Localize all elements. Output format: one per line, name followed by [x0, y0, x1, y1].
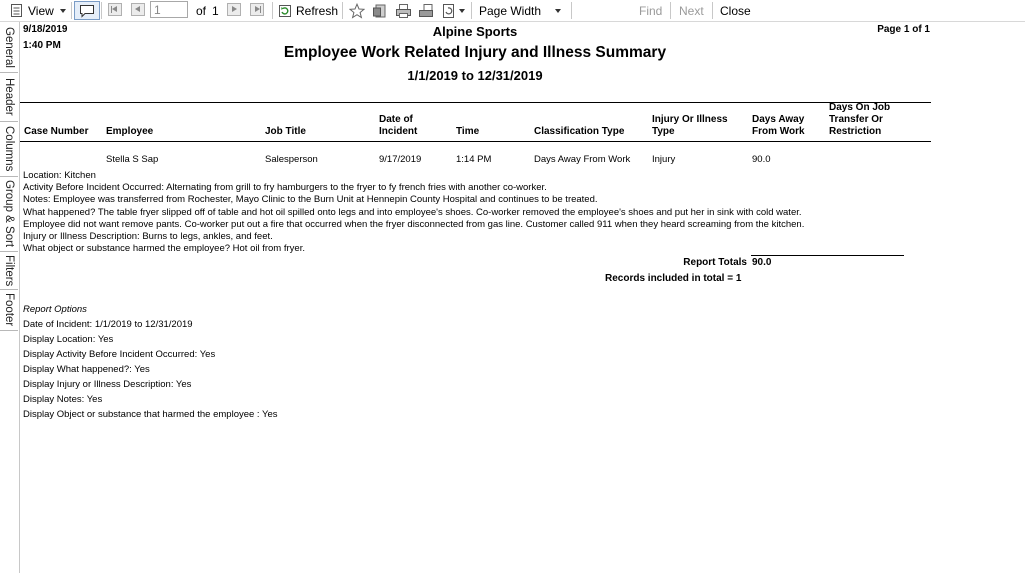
total-pages: 1	[212, 3, 219, 18]
page-indicator: Page 1 of 1	[877, 24, 930, 35]
tab-footer[interactable]: Footer	[0, 290, 18, 331]
zoom-value: Page Width	[479, 3, 542, 18]
detail-what-happened-cont: Employee did not want remove pants. Co-worker put out a fire that occurred when the fryer disconnected from gas line. Customer called 911 when they heard screaming from the kitchen.	[23, 218, 805, 230]
totals-rule	[751, 255, 904, 256]
chevron-down-icon	[60, 9, 66, 13]
report-title: Employee Work Related Injury and Illness Summary	[283, 44, 667, 61]
incident-details	[23, 170, 804, 255]
printer-icon	[395, 3, 412, 19]
first-page-button[interactable]	[108, 3, 122, 16]
find-next-button[interactable]: Next	[679, 3, 704, 18]
close-find-button[interactable]: Close	[720, 3, 751, 18]
print-date: 9/18/2019	[23, 24, 68, 35]
col-header-classification-type: Classification Type	[534, 126, 625, 137]
header-top-rule	[20, 102, 931, 103]
page-setup-menu-button[interactable]	[442, 0, 465, 21]
col-header-employee: Employee	[106, 126, 154, 137]
report-totals-label: Report Totals	[683, 257, 747, 268]
view-menu-button[interactable]	[10, 0, 66, 21]
option-display-what-happened: Display What happened?: Yes	[23, 364, 150, 375]
col-header-date-of-incident: Date of Incident	[379, 114, 418, 137]
cell-days-away: 90.0	[752, 154, 771, 165]
settings-side-tabs	[0, 22, 20, 573]
print-setup-icon	[418, 3, 435, 19]
detail-what-happened: What happened? The table fryer slipped off of table and hot oil spilled onto legs and into employee's shoes. Co-worker removed the employee's shoes and put her in sink with cold water.	[23, 206, 802, 218]
cell-employee: Stella S Sap	[106, 154, 159, 165]
chevron-down-icon	[555, 9, 561, 13]
view-document-icon	[10, 3, 24, 18]
tab-general[interactable]: General	[0, 22, 18, 73]
page-setup-icon	[442, 3, 457, 19]
refresh-label: Refresh	[296, 3, 339, 18]
previous-page-button[interactable]	[131, 3, 145, 16]
option-date-of-incident: Date of Incident: 1/1/2019 to 12/31/2019	[23, 319, 193, 330]
tab-filters[interactable]: Filters	[0, 252, 18, 290]
cell-job-title: Salesperson	[265, 154, 318, 165]
company-name: Alpine Sports	[432, 24, 518, 39]
chevron-down-icon	[459, 9, 465, 13]
comment-toggle-button[interactable]	[74, 1, 100, 20]
refresh-button[interactable]	[278, 0, 338, 21]
header-bottom-rule	[20, 141, 931, 142]
next-page-button[interactable]	[227, 3, 241, 16]
detail-location: Location: Kitchen	[23, 170, 96, 181]
col-header-injury-type: Injury Or Illness Type	[652, 114, 728, 137]
print-preview-button[interactable]	[418, 0, 435, 21]
option-display-injury-description: Display Injury or Illness Description: Yes	[23, 379, 192, 390]
report-date-range: 1/1/2019 to 12/31/2019	[407, 68, 543, 83]
page-of-label: of	[196, 3, 207, 18]
detail-injury-description: Injury or Illness Description: Burns to legs, ankles, and feet.	[23, 231, 273, 243]
report-toolbar	[0, 0, 1025, 22]
report-page	[20, 22, 1025, 573]
detail-notes: Notes: Employee was transferred from Rochester, Mayo Clinic to the Burn Unit at Hennepin County Hospital and continues to be treated.	[23, 194, 598, 206]
records-count: Records included in total = 1	[605, 273, 742, 284]
tab-group-sort[interactable]: Group & Sort	[0, 177, 18, 252]
option-display-object: Display Object or substance that harmed the employee : Yes	[23, 409, 278, 420]
last-page-button[interactable]	[250, 3, 264, 16]
tab-header[interactable]: Header	[0, 73, 18, 122]
find-button[interactable]: Find	[639, 3, 663, 18]
speech-bubble-icon	[79, 4, 95, 18]
cell-injury-type: Injury	[652, 154, 676, 165]
col-header-job-title: Job Title	[265, 126, 306, 137]
view-label: View	[28, 3, 54, 18]
option-display-location: Display Location: Yes	[23, 334, 114, 345]
cell-date: 9/17/2019	[379, 154, 422, 165]
tab-columns[interactable]: Columns	[0, 122, 18, 177]
cell-classification: Days Away From Work	[534, 154, 631, 165]
detail-activity: Activity Before Incident Occurred: Alternating from grill to fry hamburgers to the fryer to fy french fries with another co-worker.	[23, 182, 547, 194]
export-button[interactable]	[372, 0, 388, 21]
export-icon	[372, 3, 388, 19]
option-display-activity: Display Activity Before Incident Occurred: Yes	[23, 349, 216, 360]
col-header-time: Time	[456, 126, 480, 137]
print-time: 1:40 PM	[23, 40, 61, 51]
report-options	[23, 302, 278, 422]
detail-object-substance: What object or substance harmed the employee? Hot oil from fryer.	[23, 243, 305, 255]
report-options-title: Report Options	[23, 304, 87, 315]
cell-time: 1:14 PM	[456, 154, 492, 165]
favorite-button[interactable]	[349, 0, 365, 21]
col-header-case-number: Case Number	[24, 126, 89, 137]
zoom-select[interactable]	[479, 0, 567, 21]
refresh-icon	[278, 4, 292, 18]
option-display-notes: Display Notes: Yes	[23, 394, 103, 405]
col-header-days-restriction: Days On Job Transfer Or Restriction	[829, 102, 891, 137]
star-icon	[349, 3, 365, 19]
report-totals-value: 90.0	[752, 257, 772, 268]
page-number-input[interactable]	[150, 1, 188, 18]
col-header-days-away: Days Away From Work	[752, 114, 805, 137]
print-button[interactable]	[395, 0, 412, 21]
